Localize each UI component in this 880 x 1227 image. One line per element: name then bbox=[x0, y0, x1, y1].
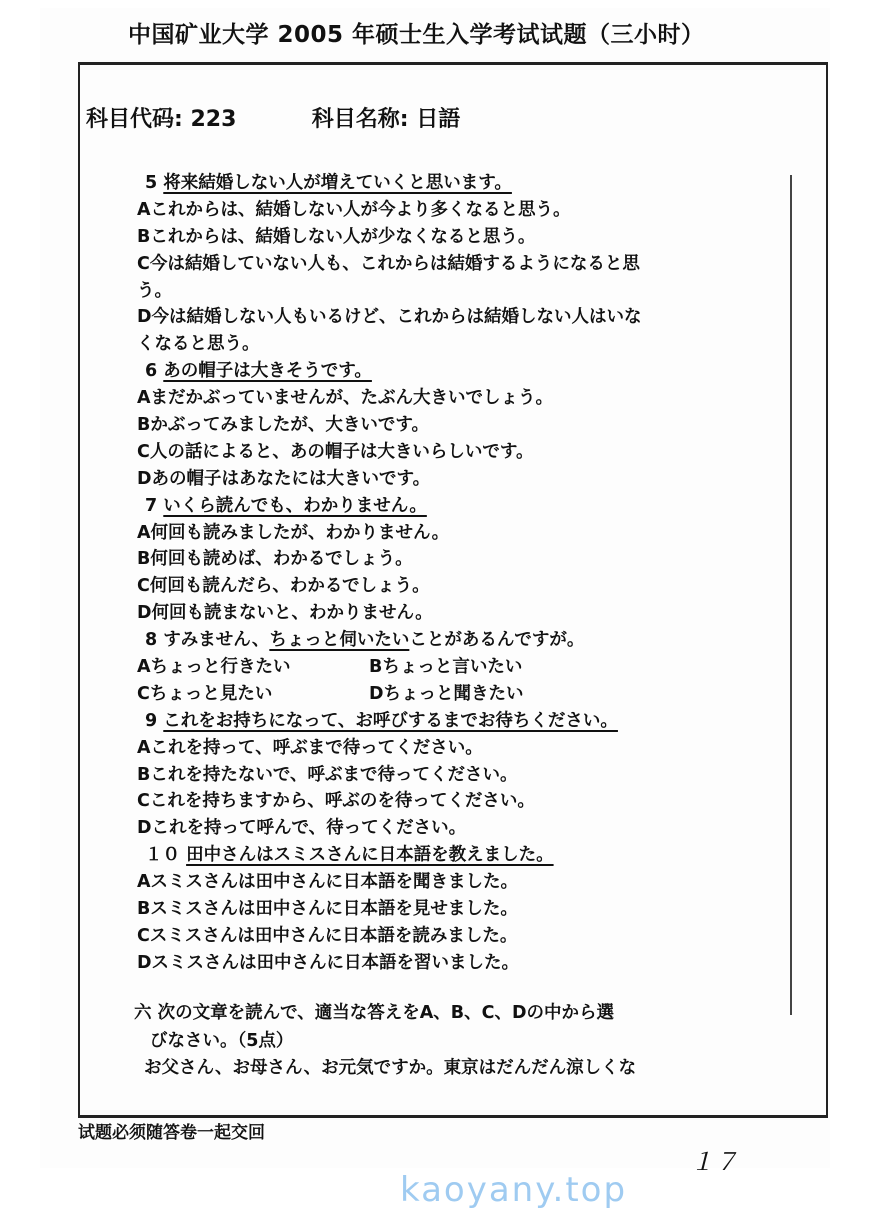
stem-text: ことがあるんですが。 bbox=[409, 630, 585, 651]
answer-option-row bbox=[137, 681, 737, 708]
question-number: 8 bbox=[145, 630, 158, 651]
answer-option: Aちょっと行きたい bbox=[137, 657, 291, 678]
subject-name: 日語 bbox=[416, 107, 461, 132]
watermark: kaoyany.top bbox=[400, 1170, 628, 1210]
question-stem bbox=[137, 493, 737, 520]
question-number: １０ bbox=[145, 845, 180, 866]
answer-option: Aまだかぶっていませんが、たぶん大きいでしょう。 bbox=[137, 388, 554, 409]
question-list bbox=[137, 170, 737, 977]
subject-line bbox=[86, 102, 460, 133]
answer-option: D今は結婚しない人もいるけど、これからは結婚しない人はいな bbox=[137, 307, 642, 328]
question-stem bbox=[137, 170, 737, 197]
answer-option: Bスミスさんは田中さんに日本語を見せました。 bbox=[137, 899, 518, 920]
answer-option: Dちょっと聞きたい bbox=[369, 683, 524, 704]
stem-underlined: ちょっと伺いたい bbox=[269, 630, 410, 651]
stem-underlined: 将来結婚しない人が増えていくと思います。 bbox=[163, 173, 512, 193]
question-number: 9 bbox=[145, 710, 158, 731]
stem-underlined: これをお持ちになって、お呼びするまでお待ちください。 bbox=[163, 710, 618, 731]
exam-title: 中国矿业大学 2005 年硕士生入学考试试题（三小时） bbox=[128, 22, 705, 48]
answer-option: Dこれを持って呼んで、待ってください。 bbox=[137, 818, 467, 839]
answer-option: A何回も読みましたが、わかりません。 bbox=[137, 522, 450, 543]
answer-option: B何回も読めば、わかるでしょう。 bbox=[137, 549, 413, 570]
stem-underlined: 田中さんはスミスさんに日本語を教えました。 bbox=[186, 845, 554, 866]
question-stem bbox=[137, 842, 737, 869]
subject-code-label: 科目代码: bbox=[86, 107, 183, 132]
subject-name-label: 科目名称: bbox=[311, 107, 409, 132]
stem-text: すみません、 bbox=[163, 630, 270, 651]
answer-option: C今は結婚していない人も、これからは結婚するようになると思 bbox=[137, 253, 640, 274]
answer-option: Cこれを持ちますから、呼ぶのを待ってください。 bbox=[137, 791, 535, 812]
section-6-passage: お父さん、お母さん、お元気ですか。東京はだんだん涼しくな bbox=[144, 1058, 637, 1078]
section-6 bbox=[134, 1000, 636, 1083]
section-6-instruction-cont: びなさい。（5点） bbox=[150, 1030, 294, 1051]
answer-option: Bこれからは、結婚しない人が少なくなると思う。 bbox=[137, 226, 536, 247]
stem-underlined: いくら読んでも、わかりません。 bbox=[163, 495, 427, 516]
answer-option: う。 bbox=[137, 280, 172, 301]
answer-option: Aこれからは、結婚しない人が今より多くなると思う。 bbox=[137, 199, 571, 220]
stem-underlined: あの帽子は大きそうです。 bbox=[163, 361, 372, 382]
question-number: 5 bbox=[145, 173, 158, 193]
question-stem bbox=[137, 627, 737, 654]
section-6-instruction: 六 次の文章を読んで、適当な答えをA、B、C、Dの中から選 bbox=[134, 1003, 614, 1023]
answer-option: C人の話によると、あの帽子は大きいらしいです。 bbox=[137, 441, 534, 462]
question-stem bbox=[137, 708, 737, 735]
page-number: １７ bbox=[690, 1148, 738, 1176]
subject-code: 223 bbox=[190, 107, 237, 132]
question-stem bbox=[137, 358, 737, 385]
answer-option: Bちょっと言いたい bbox=[369, 657, 523, 678]
answer-option: C何回も読んだら、わかるでしょう。 bbox=[137, 576, 430, 597]
question-number: 6 bbox=[145, 361, 158, 382]
answer-option: Cスミスさんは田中さんに日本語を読みました。 bbox=[137, 925, 518, 946]
footer-note: 试题必须随答卷一起交回 bbox=[78, 1123, 265, 1143]
answer-option: Cちょっと見たい bbox=[137, 683, 273, 704]
answer-option: Dあの帽子はあなたには大きいです。 bbox=[137, 468, 431, 489]
margin-line bbox=[790, 175, 792, 1015]
question-number: 7 bbox=[145, 495, 158, 516]
answer-option: Dスミスさんは田中さんに日本語を習いました。 bbox=[137, 952, 520, 973]
answer-option: くなると思う。 bbox=[137, 334, 260, 355]
answer-option: Bこれを持たないで、呼ぶまで待ってください。 bbox=[137, 764, 518, 785]
answer-option: D何回も読まないと、わかりません。 bbox=[137, 603, 433, 624]
answer-option: Aスミスさんは田中さんに日本語を聞きました。 bbox=[137, 872, 519, 893]
answer-option: Bかぶってみましたが、大きいです。 bbox=[137, 415, 429, 436]
answer-option: Aこれを持って、呼ぶまで待ってください。 bbox=[137, 737, 483, 758]
answer-option-row bbox=[137, 654, 737, 681]
